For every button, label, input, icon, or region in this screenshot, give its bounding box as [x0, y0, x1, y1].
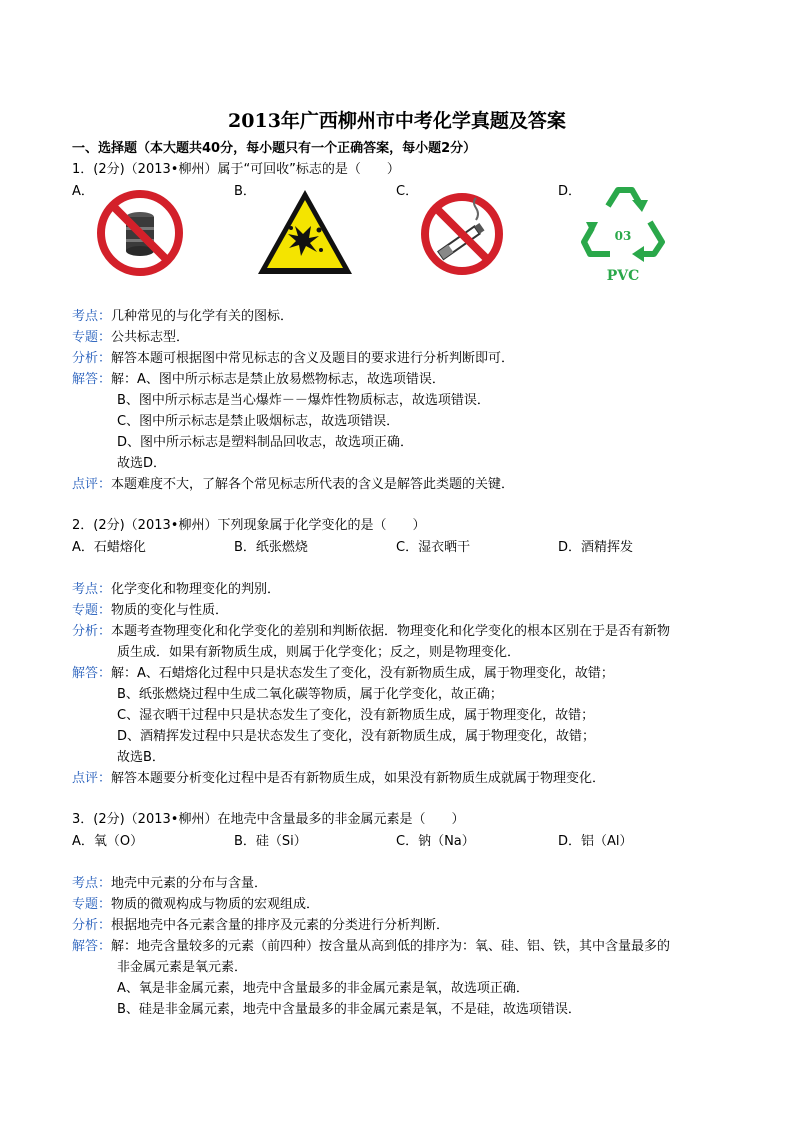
q1-jieda-line: 解：A、图中所示标志是禁止放易燃物标志，故选项错误． [111, 372, 445, 387]
jieda-label: 解答： [72, 372, 112, 387]
no-smoking-icon [418, 190, 506, 278]
q1-option-c-label: C． [396, 184, 419, 199]
q1-kaodian-row [72, 308, 293, 326]
q2-option-c: C．湿衣晒干 [396, 540, 471, 555]
q3-kaodian-row [72, 875, 267, 893]
kaodian-label: 考点： [72, 582, 112, 597]
q1-option-b-label: B． [234, 184, 256, 199]
zhuanti-label: 专题： [72, 330, 112, 345]
q1-kaodian: 几种常见的与化学有关的图标． [111, 309, 294, 324]
dianping-label: 点评： [72, 477, 112, 492]
recycle-code: 03 [614, 229, 632, 243]
section-heading: 一、选择题（本大题共40分，每小题只有一个正确答案，每小题2分） [72, 141, 477, 156]
dianping-label: 点评： [72, 771, 112, 786]
q2-jieda-row [72, 665, 614, 683]
q1-jieda-line: C、图中所示标志是禁止吸烟标志，故选项错误． [117, 414, 400, 429]
q2-dianping-row [72, 770, 605, 788]
q2-option-b: B．纸张燃烧 [234, 540, 308, 555]
q3-jieda-line: 非金属元素是氧元素． [117, 960, 248, 975]
q3-option-d: D．铝（Al） [558, 834, 633, 849]
q3-zhuanti-row [72, 896, 319, 914]
q2-option-d: D．酒精挥发 [558, 540, 634, 555]
q2-jieda-line: B、纸张燃烧过程中生成二氧化碳等物质，属于化学变化，故正确； [117, 687, 503, 702]
fenxi-label: 分析： [72, 918, 112, 933]
q3-jieda-line: 解：地壳含量较多的元素（前四种）按含量从高到低的排序为：氧、硅、铝、铁，其中含量最多的 [111, 939, 671, 954]
q2-jieda-line: C、湿衣晒干过程中只是状态发生了变化，没有新物质生成，属于物理变化，故错； [117, 708, 595, 723]
zhuanti-label: 专题： [72, 897, 112, 912]
q2-stem: 2．(2分)（2013•柳州）下列现象属于化学变化的是（ ） [72, 518, 426, 533]
q1-dianping-row [72, 476, 514, 494]
kaodian-label: 考点： [72, 876, 112, 891]
q3-stem: 3．(2分)（2013•柳州）在地壳中含量最多的非金属元素是（ ） [72, 812, 465, 827]
explosive-warning-icon [255, 186, 355, 278]
q3-fenxi-row [72, 917, 449, 935]
q2-fenxi-row [72, 623, 670, 641]
q3-option-a: A．氧（O） [72, 834, 144, 849]
kaodian-label: 考点： [72, 309, 112, 324]
q3-kaodian: 地壳中元素的分布与含量． [111, 876, 268, 891]
q1-stem: 1．(2分)（2013•柳州）属于“可回收”标志的是（ ） [72, 162, 400, 177]
q2-zhuanti: 物质的变化与性质． [111, 603, 229, 618]
q1-jieda-line: 故选D． [117, 456, 167, 471]
q3-jieda-line: A、氧是非金属元素，地壳中含量最多的非金属元素是氧，故选项正确． [117, 981, 529, 996]
q1-option-d-label: D． [558, 184, 582, 199]
q2-fenxi-line: 本题考查物理变化和化学变化的差别和判断依据．物理变化和化学变化的根本区别在于是否有新物 [111, 624, 671, 639]
q1-fenxi: 解答本题可根据图中常见标志的含义及题目的要求进行分析判断即可． [111, 351, 515, 366]
recycle-type: PVC [606, 268, 640, 284]
no-flammable-barrel-icon [94, 187, 186, 279]
q2-option-a: A．石蜡熔化 [72, 540, 146, 555]
zhuanti-label: 专题： [72, 603, 112, 618]
q2-kaodian: 化学变化和物理变化的判别． [111, 582, 281, 597]
q1-zhuanti: 公共标志型． [111, 330, 190, 345]
q1-jieda-row [72, 371, 445, 389]
jieda-label: 解答： [72, 666, 112, 681]
q3-zhuanti: 物质的微观构成与物质的宏观组成． [111, 897, 320, 912]
q2-zhuanti-row [72, 602, 228, 620]
fenxi-label: 分析： [72, 624, 112, 639]
q2-kaodian-row [72, 581, 280, 599]
jieda-label: 解答： [72, 939, 112, 954]
q2-jieda-line: D、酒精挥发过程中只是状态发生了变化，没有新物质生成，属于物理变化，故错； [117, 729, 596, 744]
q1-jieda-line: D、图中所示标志是塑料制品回收志，故选项正确． [117, 435, 414, 450]
fenxi-label: 分析： [72, 351, 112, 366]
q2-fenxi-line: 质生成．如果有新物质生成，则属于化学变化；反之，则是物理变化． [117, 645, 521, 660]
q1-zhuanti-row [72, 329, 189, 347]
recycle-pvc-icon [578, 182, 668, 286]
q3-jieda-line: B、硅是非金属元素，地壳中含量最多的非金属元素是氧，不是硅，故选项错误． [117, 1002, 581, 1017]
q2-jieda-line: 故选B． [117, 750, 165, 765]
q2-dianping: 解答本题要分析变化过程中是否有新物质生成，如果没有新物质生成就属于物理变化． [111, 771, 606, 786]
q1-fenxi-row [72, 350, 514, 368]
q3-jieda-row [72, 938, 670, 956]
q3-option-b: B．硅（Si） [234, 834, 307, 849]
q1-jieda-line: B、图中所示标志是当心爆炸－－爆炸性物质标志，故选项错误． [117, 393, 490, 408]
q3-option-c: C．钠（Na） [396, 834, 475, 849]
q3-fenxi: 根据地壳中各元素含量的排序及元素的分类进行分析判断． [111, 918, 450, 933]
q1-option-a-label: A． [72, 184, 94, 199]
q1-dianping: 本题难度不大，了解各个常见标志所代表的含义是解答此类题的关键． [111, 477, 515, 492]
page-title: 2013年广西柳州市中考化学真题及答案 [228, 110, 566, 132]
q2-jieda-line: 解：A、石蜡熔化过程中只是状态发生了变化，没有新物质生成，属于物理变化，故错； [111, 666, 614, 681]
